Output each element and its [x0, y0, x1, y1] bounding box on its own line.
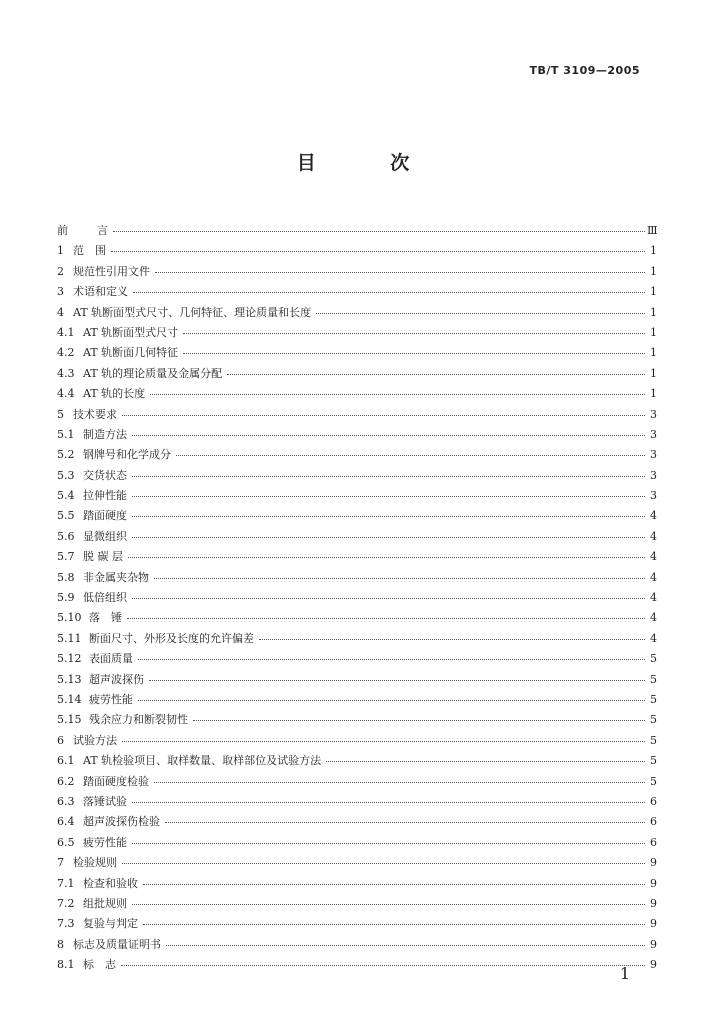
toc-leader-dots: [132, 506, 645, 517]
toc-leader-dots: [132, 425, 645, 436]
toc-entry-page: 1: [650, 346, 657, 360]
toc-entry-title: 标 志: [83, 958, 116, 972]
document-code: TB/T 3109—2005: [529, 64, 640, 77]
toc-entry[interactable]: [57, 589, 657, 609]
toc-entry-number: 5.6: [57, 529, 75, 543]
toc-entry[interactable]: [57, 875, 657, 895]
toc-entry-title: 检验规则: [73, 856, 117, 870]
toc-entry-page: 5: [650, 713, 657, 727]
toc-entry-number: 1: [57, 244, 64, 258]
toc-entry[interactable]: [57, 609, 657, 629]
toc-entry-page: 9: [650, 896, 657, 910]
toc-leader-dots: [132, 894, 645, 905]
toc-entry[interactable]: [57, 446, 657, 466]
toc-entry-page: 4: [650, 550, 657, 564]
toc-leader-dots: [259, 629, 645, 640]
toc-entry[interactable]: [57, 283, 657, 303]
toc-leader-dots: [122, 405, 645, 416]
toc-leader-dots: [165, 812, 645, 823]
toc-leader-dots: [150, 384, 645, 395]
toc-entry-number: 4.3: [57, 366, 75, 380]
toc-entry-number: 5.4: [57, 489, 75, 503]
toc-entry-page: 1: [650, 285, 657, 299]
toc-entry-number: 5.1: [57, 427, 75, 441]
toc-entry-title: 范 围: [73, 244, 106, 258]
toc-entry[interactable]: [57, 793, 657, 813]
toc-entry[interactable]: [57, 304, 657, 324]
toc-entry-number: 4.4: [57, 387, 75, 401]
toc-entry-page: 1: [650, 325, 657, 339]
toc-entry-title: 组批规则: [83, 896, 127, 910]
toc-leader-dots: [326, 751, 645, 762]
toc-entry-title: 规范性引用文件: [73, 264, 150, 278]
toc-entry-page: 1: [650, 387, 657, 401]
toc-entry-title: 标志及质量证明书: [73, 937, 161, 951]
toc-entry-number: 5: [57, 407, 64, 421]
toc-entry-number: 5.9: [57, 591, 75, 605]
toc-entry-page: 9: [650, 937, 657, 951]
toc-entry-title: 疲劳性能: [83, 835, 127, 849]
toc-entry-page: 5: [650, 754, 657, 768]
toc-entry-number: 5.11: [57, 631, 82, 645]
toc-entry-number: 6.1: [57, 754, 75, 768]
toc-entry[interactable]: [57, 344, 657, 364]
toc-entry-page: 9: [650, 876, 657, 890]
toc-entry[interactable]: [57, 365, 657, 385]
toc-entry[interactable]: [57, 956, 657, 976]
toc-entry-title: 检查和验收: [83, 876, 138, 890]
toc-leader-dots: [176, 445, 645, 456]
toc-leader-dots: [132, 527, 645, 538]
toc-entry[interactable]: [57, 426, 657, 446]
toc-entry[interactable]: [57, 385, 657, 405]
toc-leader-dots: [227, 364, 645, 375]
toc-entry-number: 5.14: [57, 692, 82, 706]
toc-entry-page: 4: [650, 529, 657, 543]
toc-leader-dots: [138, 690, 645, 701]
toc-entry[interactable]: [57, 834, 657, 854]
toc-entry-number: 7.3: [57, 917, 75, 931]
toc-entry-title: 显微组织: [83, 529, 127, 543]
toc-entry-number: 5.2: [57, 448, 75, 462]
toc-entry-page: 4: [650, 591, 657, 605]
toc-entry-number: 5.8: [57, 570, 75, 584]
toc-entry[interactable]: [57, 711, 657, 731]
toc-entry-title: AT 轨的长度: [83, 387, 146, 401]
toc-entry-number: 2: [57, 264, 64, 278]
toc-entry-page: 3: [650, 427, 657, 441]
toc-entry-title: 试验方法: [73, 733, 117, 747]
page-title: 目 次: [296, 152, 444, 174]
toc-entry-title: 疲劳性能: [89, 692, 133, 706]
toc-entry-title: 超声波探伤: [89, 672, 144, 686]
toc-leader-dots: [122, 731, 645, 742]
toc-entry-title: AT 轨断面几何特征: [83, 346, 179, 360]
toc-entry-page: 5: [650, 672, 657, 686]
toc-entry[interactable]: [57, 813, 657, 833]
toc-entry-number: 前: [57, 224, 68, 237]
toc-entry-title: 钢牌号和化学成分: [83, 448, 171, 462]
toc-entry-page: 4: [650, 570, 657, 584]
toc-entry-title: AT 轨断面型式尺寸: [83, 325, 179, 339]
toc-entry-number: 5.15: [57, 713, 82, 727]
toc-leader-dots: [121, 955, 645, 966]
toc-entry-title: 言: [97, 224, 108, 237]
toc-entry-title: 低倍组织: [83, 591, 127, 605]
toc-entry-number: 3: [57, 285, 64, 299]
toc-entry[interactable]: [57, 222, 657, 242]
toc-entry-page: 5: [650, 733, 657, 747]
toc-entry-page: 9: [650, 958, 657, 972]
toc-entry-title: 踏面硬度检验: [83, 774, 149, 788]
toc-entry[interactable]: [57, 406, 657, 426]
toc-entry-page: 1: [650, 366, 657, 380]
toc-entry-title: 断面尺寸、外形及长度的允许偏差: [89, 631, 254, 645]
toc-entry-number: 7.1: [57, 876, 75, 890]
toc-entry[interactable]: [57, 548, 657, 568]
toc-entry-number: 6: [57, 733, 64, 747]
toc-entry-title: 交货状态: [83, 468, 127, 482]
toc-leader-dots: [133, 282, 645, 293]
toc-entry-page: 5: [650, 692, 657, 706]
toc-leader-dots: [154, 568, 645, 579]
toc-entry-title: 残余应力和断裂韧性: [89, 713, 188, 727]
toc-entry-title: 非金属夹杂物: [83, 570, 149, 584]
toc-leader-dots: [111, 241, 645, 252]
toc-entry-number: 4.1: [57, 325, 75, 339]
toc-entry-number: 5.10: [57, 611, 82, 625]
toc-leader-dots: [113, 221, 645, 232]
toc-entry-number: 8: [57, 937, 64, 951]
toc-entry-title: 超声波探伤检验: [83, 815, 160, 829]
toc-entry[interactable]: [57, 671, 657, 691]
toc-entry-page: 4: [650, 631, 657, 645]
toc-entry[interactable]: [57, 732, 657, 752]
toc-entry-title: 落 锤: [89, 611, 122, 625]
toc-leader-dots: [183, 343, 645, 354]
toc-leader-dots: [132, 833, 645, 844]
toc-entry[interactable]: [57, 487, 657, 507]
toc-entry-page: 5: [650, 652, 657, 666]
toc-entry-title: 拉伸性能: [83, 489, 127, 503]
toc-entry[interactable]: [57, 569, 657, 589]
toc-entry-number: 5.13: [57, 672, 82, 686]
toc-leader-dots: [183, 323, 645, 334]
toc-leader-dots: [143, 914, 645, 925]
toc-leader-dots: [132, 486, 645, 497]
toc-entry-title: AT 轨的理论质量及金属分配: [83, 366, 223, 380]
toc-entry[interactable]: [57, 650, 657, 670]
page-number: 1: [619, 964, 630, 983]
toc-entry[interactable]: [57, 324, 657, 344]
toc-entry-number: 6.3: [57, 794, 75, 808]
toc-entry-title: 表面质量: [89, 652, 133, 666]
toc-entry-page: 9: [650, 856, 657, 870]
toc-entry[interactable]: [57, 507, 657, 527]
toc-entry[interactable]: [57, 895, 657, 915]
toc-entry-number: 5.3: [57, 468, 75, 482]
toc-entry-number: 6.2: [57, 774, 75, 788]
toc-entry-page: 3: [650, 489, 657, 503]
toc-entry[interactable]: [57, 242, 657, 262]
toc-entry-number: 6.5: [57, 835, 75, 849]
toc-leader-dots: [122, 853, 645, 864]
toc-entry-number: 4: [57, 305, 64, 319]
toc-leader-dots: [149, 670, 645, 681]
toc-leader-dots: [132, 588, 645, 599]
toc-entry-page: 5: [650, 774, 657, 788]
toc-entry-page: 1: [650, 305, 657, 319]
toc-entry[interactable]: [57, 752, 657, 772]
table-of-contents: [57, 222, 657, 976]
toc-entry[interactable]: [57, 467, 657, 487]
toc-leader-dots: [193, 710, 645, 721]
toc-entry-title: 复验与判定: [83, 917, 138, 931]
toc-leader-dots: [316, 303, 645, 314]
toc-entry-page: Ⅲ: [647, 224, 658, 237]
toc-entry-number: 5.5: [57, 509, 75, 523]
toc-entry[interactable]: [57, 691, 657, 711]
toc-entry[interactable]: [57, 773, 657, 793]
toc-entry-title: 踏面硬度: [83, 509, 127, 523]
toc-entry-page: 6: [650, 835, 657, 849]
toc-leader-dots: [138, 649, 645, 660]
toc-leader-dots: [128, 547, 645, 558]
toc-entry-title: 术语和定义: [73, 285, 128, 299]
toc-entry-page: 6: [650, 794, 657, 808]
toc-entry-title: AT 轨检验项目、取样数量、取样部位及试验方法: [83, 754, 322, 768]
toc-leader-dots: [143, 874, 645, 885]
toc-entry-number: 5.7: [57, 550, 75, 564]
toc-entry[interactable]: [57, 915, 657, 935]
toc-entry-title: AT 轨断面型式尺寸、几何特征、理论质量和长度: [73, 305, 312, 319]
toc-leader-dots: [132, 466, 645, 477]
toc-leader-dots: [154, 772, 645, 783]
toc-entry-page: 6: [650, 815, 657, 829]
toc-leader-dots: [155, 262, 645, 273]
toc-entry-number: 6.4: [57, 815, 75, 829]
toc-entry-page: 4: [650, 509, 657, 523]
toc-entry-page: 4: [650, 611, 657, 625]
toc-entry-page: 9: [650, 917, 657, 931]
toc-entry[interactable]: [57, 630, 657, 650]
toc-entry-number: 5.12: [57, 652, 82, 666]
toc-entry-page: 3: [650, 448, 657, 462]
toc-leader-dots: [127, 608, 645, 619]
toc-entry-page: 1: [650, 244, 657, 258]
toc-entry[interactable]: [57, 263, 657, 283]
toc-entry-page: 3: [650, 468, 657, 482]
toc-entry-title: 技术要求: [73, 407, 117, 421]
toc-entry[interactable]: [57, 936, 657, 956]
toc-entry-number: 4.2: [57, 346, 75, 360]
toc-entry-page: 3: [650, 407, 657, 421]
toc-entry-number: 7: [57, 856, 64, 870]
toc-entry-title: 落锤试验: [83, 794, 127, 808]
toc-entry-title: 制造方法: [83, 427, 127, 441]
toc-leader-dots: [132, 792, 645, 803]
toc-entry-page: 1: [650, 264, 657, 278]
toc-entry-number: 8.1: [57, 958, 75, 972]
toc-entry[interactable]: [57, 854, 657, 874]
toc-entry-title: 脱 碳 层: [83, 550, 123, 564]
toc-leader-dots: [166, 935, 645, 946]
toc-entry[interactable]: [57, 528, 657, 548]
toc-entry-number: 7.2: [57, 896, 75, 910]
